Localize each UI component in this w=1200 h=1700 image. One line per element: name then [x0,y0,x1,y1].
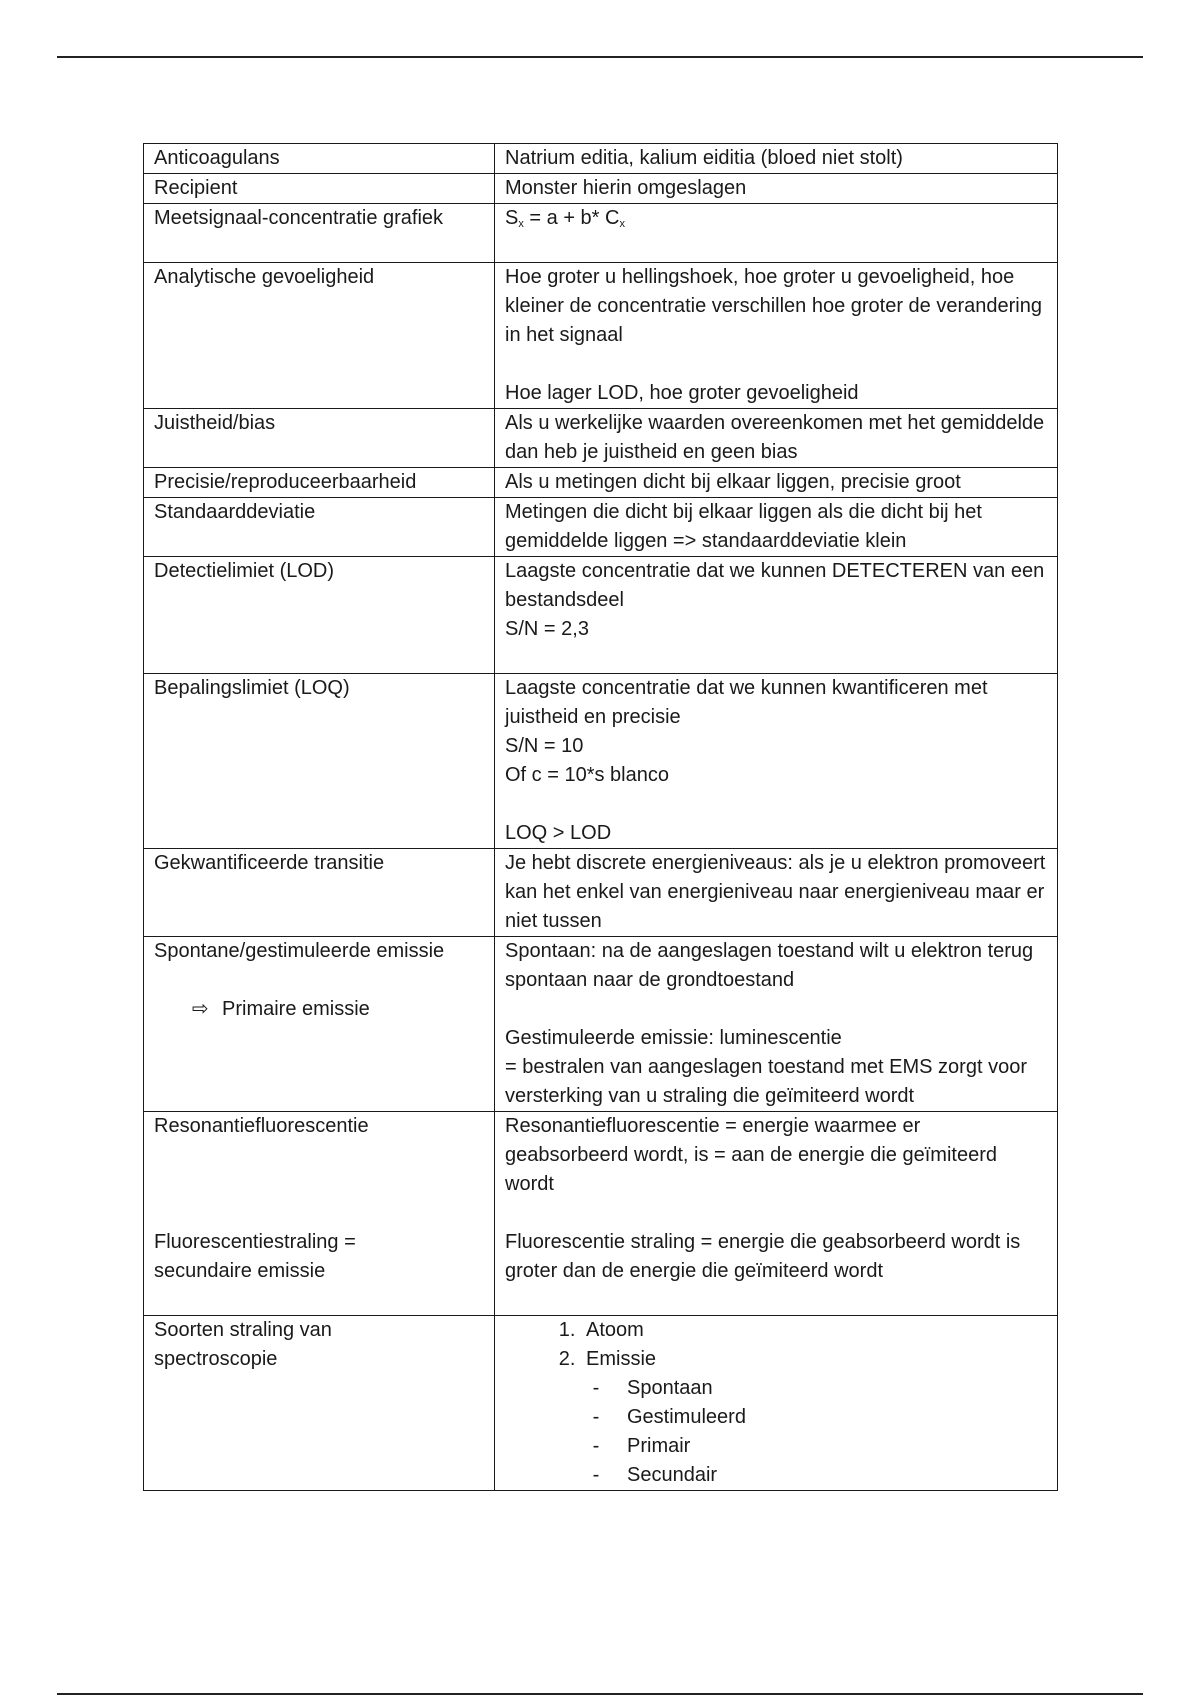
table-row [144,409,1058,468]
term-cell: Juistheid/bias [144,409,495,468]
term-label: Spontane/gestimuleerde emissie [154,940,445,962]
definition-paragraph: Laagste concentratie dat we kunnen kwantificeren met juistheid en precisie [505,677,994,728]
table-row [144,204,1058,263]
definition-paragraph: Fluorescentie straling = energie die geabsorbeerd wordt is groter dan de energie die geïmiteerd wordt [505,1231,1026,1282]
glossary-table [143,143,1058,1491]
arrow-icon: ⇨ [192,998,209,1020]
term-cell: Gekwantificeerde transitie [144,849,495,937]
definition-paragraph: Spontaan: na de aangeslagen toestand wilt u elektron terug spontaan naar de grondtoestand [505,940,1039,991]
term-cell: Meetsignaal-concentratie grafiek [144,204,495,263]
term-cell [144,1112,495,1316]
table-row [144,937,1058,1112]
definition-cell: Als u metingen dicht bij elkaar liggen, precisie groot [495,468,1058,498]
definition-paragraph: LOQ > LOD [505,822,612,844]
term-cell: Detectielimiet (LOD) [144,557,495,674]
numbered-list [505,1316,1049,1490]
definition-cell [495,1316,1058,1491]
table-row [144,498,1058,557]
definition-paragraph: = bestralen van aangeslagen toestand met EMS zorgt voor versterking van u straling die geïmiteerd wordt [505,1056,1033,1107]
formula: $S_x = a + b*$ $C_x$ [505,207,625,230]
table-row [144,849,1058,937]
list-item: 1. Atoom [581,1316,1049,1345]
table-row [144,674,1058,849]
list-item: - Spontaan [592,1377,713,1399]
dash-list [586,1374,1049,1490]
definition-paragraph: S/N = 2,3 [505,618,589,640]
term-cell: Analytische gevoeligheid [144,263,495,409]
definition-cell: Natrium editia, kalium eiditia (bloed niet stolt) [495,144,1058,174]
definition-paragraph: Gestimuleerde emissie: luminescentie [505,1027,842,1049]
definition-cell: Als u werkelijke waarden overeenkomen met het gemiddelde dan heb je juistheid en geen bias [495,409,1058,468]
footer-rule [57,1693,1143,1695]
term-cell: Anticoagulans [144,144,495,174]
list-item: - Gestimuleerd [592,1406,746,1428]
definition-paragraph: Resonantiefluorescentie = energie waarmee er geabsorbeerd wordt, is = aan de energie die geïmiteerd wordt [505,1115,1003,1195]
term-cell: Precisie/reproduceerbaarheid [144,468,495,498]
term-cell [144,937,495,1112]
definition-paragraph: Hoe lager LOD, hoe groter gevoeligheid [505,382,859,404]
list-item: - Secundair [592,1464,718,1486]
definition-cell [495,263,1058,409]
definition-cell [495,557,1058,674]
table-row [144,468,1058,498]
term-cell: Soorten straling van spectroscopie [144,1316,495,1491]
table-row [144,263,1058,409]
definition-cell [495,674,1058,849]
sub-term: ⇨ Primaire emissie [154,995,486,1024]
definition-cell: Je hebt discrete energieniveaus: als je u elektron promoveert kan het enkel van energieniveau naar energieniveau maar er niet tussen [495,849,1058,937]
definition-paragraph: Of c = 10*s blanco [505,764,669,786]
definition-paragraph: S/N = 10 [505,735,584,757]
table-row [144,1112,1058,1316]
term-cell: Bepalingslimiet (LOQ) [144,674,495,849]
definition-paragraph: Hoe groter u hellingshoek, hoe groter u gevoeligheid, hoe kleiner de concentratie verschillen hoe groter de verandering in het signaal [505,266,1048,346]
definition-cell: Metingen die dicht bij elkaar liggen als die dicht bij het gemiddelde liggen => standaarddeviatie klein [495,498,1058,557]
definition-cell [495,1112,1058,1316]
table-row [144,557,1058,674]
list-item: 2. Emissie - Spontaan - Gestimuleerd - Primair - Secundair [581,1345,1049,1490]
definition-cell: Monster hierin omgeslagen [495,174,1058,204]
definition-cell [495,204,1058,263]
header-rule [57,56,1143,58]
definition-cell [495,937,1058,1112]
table-row [144,174,1058,204]
sub-term: Fluorescentiestraling = secundaire emissie [154,1231,362,1282]
table-row [144,1316,1058,1491]
table-row [144,144,1058,174]
list-item: - Primair [592,1435,691,1457]
term-cell: Recipient [144,174,495,204]
term-label: Resonantiefluorescentie [154,1115,369,1137]
definition-paragraph: Laagste concentratie dat we kunnen DETECTEREN van een bestandsdeel [505,560,1050,611]
term-cell: Standaarddeviatie [144,498,495,557]
